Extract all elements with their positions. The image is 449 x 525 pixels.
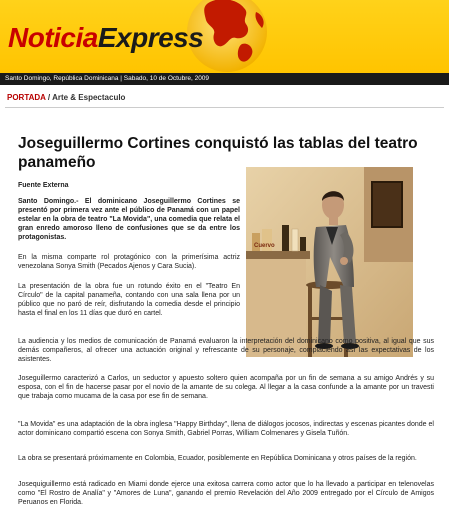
logo-text-noticia: Noticia	[8, 22, 98, 53]
article-paragraph: "La Movida" es una adaptación de la obra inglesa "Happy Birthday", llena de diálogos jocosos, indirectas y escenas picantes donde el actor dominicano compartió escena con Sonya Smith, Gabriel Porras, William Colmenares y Gisela Tuñón.	[18, 421, 434, 437]
divider	[5, 107, 444, 108]
article-paragraph: En la misma comparte rol protagónico con la primerísima actriz venezolana Sonya Smith (Pecados Ajenos y Cara Sucia).	[18, 254, 240, 270]
breadcrumb-portada-link[interactable]: PORTADA	[7, 93, 46, 102]
article-paragraph: La presentación de la obra fue un rotundo éxito en el "Teatro En Círculo" de la capital panameña, contando con una sala llena por un público que no paró de reír, disfrutando la comedia desde el principio hasta el final en los 11 días que duró en cartel.	[18, 283, 240, 317]
article-paragraph: La obra se presentará próximamente en Colombia, Ecuador, posiblemente en República Dominicana y otros países de la región.	[18, 455, 417, 462]
breadcrumb-section-link[interactable]: Arte & Espectaculo	[52, 93, 126, 102]
article-lead-paragraph: Santo Domingo.- El dominicano Joseguillermo Cortines se presentó por primera vez ante el público de Panamá con un papel estelar en la obra de teatro "La Movida", una comedia que relata el gran enredo amoroso lleno de confusiones que se da entre los protagonistas.	[18, 198, 240, 241]
article-paragraph: Joseguillermo caracterizó a Carlos, un seductor y apuesto soltero quien acompaña por un fin de semana a su amigo Andrés y su esposa, con el fin de hacerse pasar por el novio de la amante de su colega. Al llegar a la casa confunde a la amante por un travesti que trabaja como mucama de la casa por ese fin de semana.	[18, 375, 434, 400]
article-title: Joseguillermo Cortines conquistó las tablas del teatro panameño	[18, 135, 418, 171]
breadcrumb-separator: /	[47, 93, 51, 102]
article-source: Fuente Externa	[18, 182, 69, 189]
dateline-bar: Santo Domingo, República Dominicana | Sabado, 10 de Octubre, 2009	[0, 73, 449, 85]
breadcrumb	[7, 93, 125, 102]
article-paragraph: Josequiguillermo está radicado en Miami donde ejerce una exitosa carrera como actor que lo ha llevado a participar en telenovelas como "El Rostro de Analía" y "Amores de Luna", ganando el premio Revelación del Año 2009 entregado por el Círculo de Amigos Peruanos en Florida.	[18, 481, 434, 506]
bottle-label: Cuervo	[254, 243, 275, 249]
logo-text-express: Express	[97, 22, 204, 53]
article-photo	[246, 167, 413, 357]
site-logo[interactable]	[8, 22, 203, 54]
site-banner	[0, 0, 449, 73]
article-paragraph: La audiencia y los medios de comunicación de Panamá evaluaron la interpretación del dominicano como positiva, al igual que sus demás compañeros, al ofrecer una actuación original y refrescante de su personaje, complaciendo así las expectativas de los asistentes.	[18, 338, 434, 363]
